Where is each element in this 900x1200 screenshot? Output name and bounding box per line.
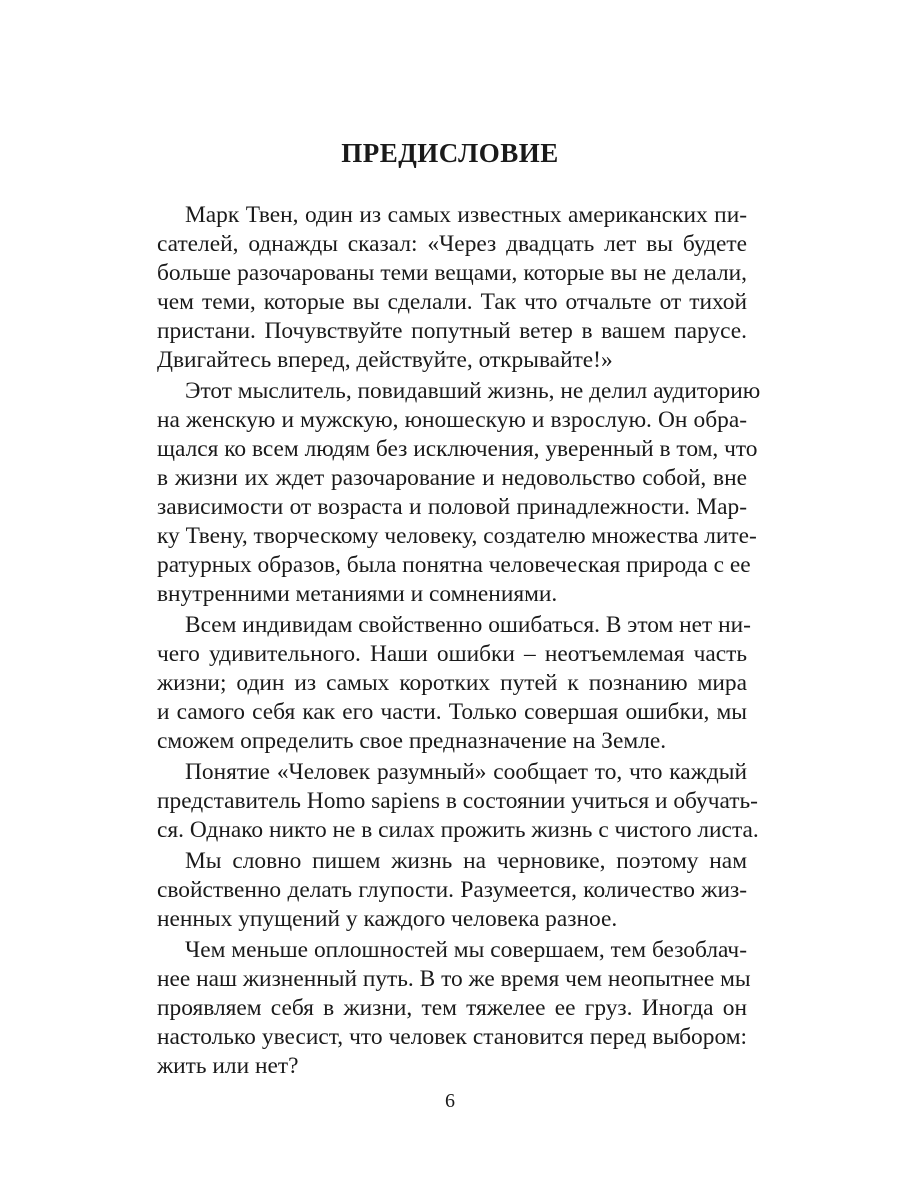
body-text — [157, 201, 761, 1081]
text-line: ку Твену, творческому человеку, создателю множества лите- — [157, 523, 757, 549]
text-line: Мы словно пишем жизнь на черновике, поэтому нам — [185, 848, 747, 874]
paragraph — [157, 847, 747, 934]
text-line: в жизни их ждет разочарование и недовольство собой, вне — [157, 465, 747, 491]
text-line: пристани. Почувствуйте попутный ветер в вашем парусе. — [157, 318, 747, 344]
text-line: представитель Homo sapiens в состоянии учиться и обучать- — [157, 788, 758, 814]
text-line: настолько увесист, что человек становится перед выбором: — [157, 1024, 747, 1050]
text-line: ратурных образов, была понятна человеческая природа с ее — [157, 552, 751, 578]
text-line: Понятие «Человек разумный» сообщает то, что каждый — [185, 759, 747, 785]
text-line: Всем индивидам свойственно ошибаться. В этом нет ни- — [185, 612, 751, 638]
text-line: и самого себя как его части. Только совершая ошибки, мы — [157, 699, 747, 725]
paragraph — [157, 201, 747, 375]
text-line: внутренними метаниями и сомнениями. — [157, 581, 558, 607]
text-line: чем теми, которые вы сделали. Так что отчальте от тихой — [157, 289, 747, 315]
text-line: проявляем себя в жизни, тем тяжелее ее груз. Иногда он — [157, 995, 747, 1021]
text-line: щался ко всем людям без исключения, уверенный в том, что — [157, 436, 758, 462]
text-line: сателей, однажды сказал: «Через двадцать лет вы будете — [157, 231, 747, 257]
text-line: сможем определить свое предназначение на Земле. — [157, 728, 667, 754]
page-number: 6 — [445, 1090, 455, 1112]
text-line: Марк Твен, один из самых известных американских пи- — [185, 202, 747, 228]
paragraph — [157, 377, 761, 609]
text-line: жить или нет? — [157, 1053, 299, 1079]
text-line: на женскую и мужскую, юношескую и взрослую. Он обра- — [157, 407, 747, 433]
text-line: зависимости от возраста и половой принадлежности. Мар- — [157, 494, 747, 520]
paragraph — [157, 611, 751, 756]
text-line: Двигайтесь вперед, действуйте, открывайте!» — [157, 347, 613, 373]
text-line: Чем меньше оплошностей мы совершаем, тем безоблач- — [185, 937, 747, 963]
text-line: Этот мыслитель, повидавший жизнь, не делил аудиторию — [185, 378, 761, 404]
text-line: жизни; один из самых коротких путей к познанию мира — [157, 670, 747, 696]
paragraph — [157, 936, 751, 1081]
chapter-title: ПРЕДИСЛОВИЕ — [341, 138, 559, 168]
text-line: ся. Однако никто не в силах прожить жизнь с чистого листа. — [157, 817, 759, 843]
text-line: нее наш жизненный путь. В то же время чем неопытнее мы — [157, 966, 751, 992]
paragraph — [157, 758, 759, 845]
text-line: свойственно делать глупости. Разумеется, количество жиз- — [157, 877, 747, 903]
text-line: ненных упущений у каждого человека разное. — [157, 906, 618, 932]
text-line: чего удивительного. Наши ошибки – неотъемлемая часть — [157, 641, 747, 667]
text-line: больше разочарованы теми вещами, которые вы не делали, — [157, 260, 747, 286]
